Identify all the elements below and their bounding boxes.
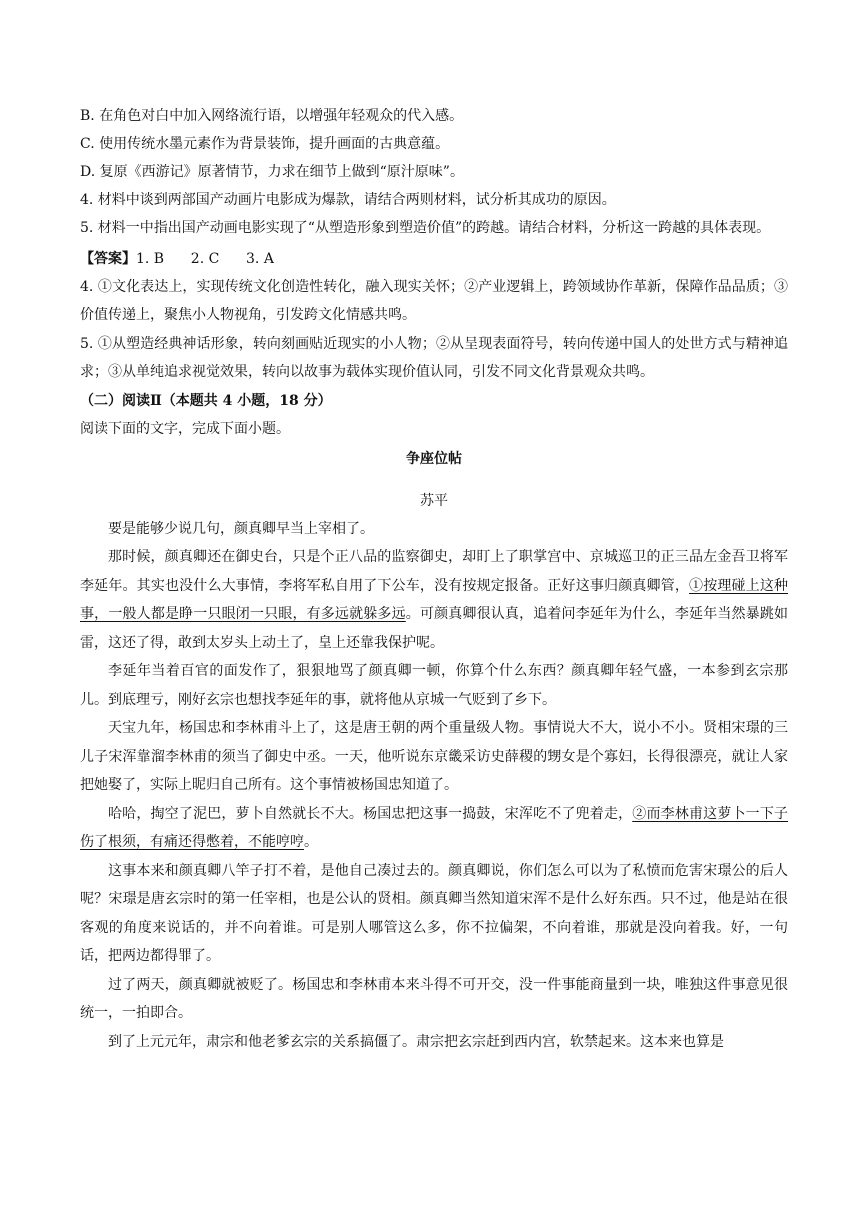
paragraph-5-part-b: 。 <box>304 834 318 850</box>
question-4: 4. 材料中谈到两部国产动画片电影成为爆款，请结合两则材料，试分析其成功的原因。 <box>80 192 616 208</box>
answer-label: 【答案】 <box>80 250 136 267</box>
option-b: B. 在角色对白中加入网络流行语，以增强年轻观众的代入感。 <box>80 108 464 124</box>
answer-4: 4. ①文化表达上，实现传统文化创造性转化，融入现实关怀；②产业逻辑上，跨领域协作革新，保障作品品质；③价值传递上，聚焦小人物视角，引发跨文化情感共鸣。 <box>80 278 788 323</box>
answer-line <box>80 245 788 273</box>
paragraph-8: 到了上元元年，肃宗和他老爹玄宗的关系搞僵了。肃宗把玄宗赶到西内宫，软禁起来。这本来也算是 <box>108 1033 724 1050</box>
option-d: D. 复原《西游记》原著情节，力求在细节上做到“原汁原味”。 <box>80 164 464 180</box>
paragraph-3: 李延年当着百官的面发作了，狠狠地骂了颜真卿一顿，你算个什么东西？颜真卿年轻气盛，一本参到玄宗那儿。到底理亏，刚好玄宗也想找李延年的事，就将他从京城一气贬到了乡下。 <box>80 663 788 708</box>
paragraph-2 <box>80 543 788 657</box>
paragraph-6: 这事本来和颜真卿八竿子打不着，是他自己凑过去的。颜真卿说，你们怎么可以为了私愤而危害宋璟公的后人呢？宋璟是唐玄宗时的第一任宰相，也是公认的贤相。颜真卿当然知道宋浑不是什么好东西。只不过，他是站在很客观的角度来说话的，并不向着谁。可是别人哪管这么多，你不拉偏架，不向着谁，那就是没向着我。好，一句话，把两边都得罪了。 <box>80 862 788 964</box>
answer-5: 5. ①从塑造经典神话形象，转向刻画贴近现实的小人物；②从呈现表面符号，转向传递中国人的处世方式与精神追求；③从单纯追求视觉效果，转向以故事为载体实现价值认同，引发不同文化背景观众共鸣。 <box>80 335 788 380</box>
paragraph-4: 天宝九年，杨国忠和李林甫斗上了，这是唐王朝的两个重量级人物。事情说大不大，说小不小。贤相宋璟的三儿子宋浑靠溜李林甫的须当了御史中丞。一天，他听说东京畿采访史薛稷的甥女是个寡妇，长得很漂亮，就让人家把她娶了，实际上昵归自己所有。这个事情被杨国忠知道了。 <box>80 720 788 793</box>
underlined-sentence-2: ②而李林甫这萝卜一下子伤了根须，有痛还得憋着，不能哼哼 <box>80 805 788 850</box>
article-author: 苏平 <box>420 492 448 509</box>
answer-choices: 1. B 2. C 3. A <box>136 250 274 267</box>
article-title: 争座位帖 <box>406 450 462 467</box>
paragraph-2-part-b: 。可颜真卿很认真，追着问李延年为什么，李延年当然暴跳如雷，这还了得，敢到太岁头上动土了，皇上还靠我保护呢。 <box>80 606 789 651</box>
question-5: 5. 材料一中指出国产动画电影实现了“从塑造形象到塑造价值”的跨越。请结合材料，分析这一跨越的具体表现。 <box>80 220 771 236</box>
paragraph-5 <box>80 800 788 857</box>
underlined-sentence-1: ①按理碰上这种事，一般人都是睁一只眼闭一只眼，有多远就躲多远 <box>80 577 789 622</box>
option-c: C. 使用传统水墨元素作为背景装饰，提升画面的古典意蕴。 <box>80 136 450 152</box>
paragraph-2-part-a: 那时候，颜真卿还在御史台，只是个正八品的监察御史，却盯上了职掌宫中、京城巡卫的正三品左金吾卫将军李延年。其实也没什么大事情，李将军私自用了下公车，没有按规定报备。正好这事归颜真卿管， <box>80 549 788 594</box>
paragraph-7: 过了两天，颜真卿就被贬了。杨国忠和李林甫本来斗得不可开交，没一件事能商量到一块，唯独这件事意见很统一，一拍即合。 <box>80 976 788 1021</box>
paragraph-1: 要是能够少说几句，颜真卿早当上宰相了。 <box>108 520 374 537</box>
paragraph-5-part-a: 哈哈，掏空了泥巴，萝卜自然就长不大。杨国忠把这事一捣鼓，宋浑吃不了兜着走， <box>108 805 633 822</box>
section-heading: （二）阅读Ⅱ（本题共 4 小题，18 分） <box>80 392 332 409</box>
document-page <box>80 102 788 1056</box>
reading-instruction: 阅读下面的文字，完成下面小题。 <box>80 420 290 437</box>
